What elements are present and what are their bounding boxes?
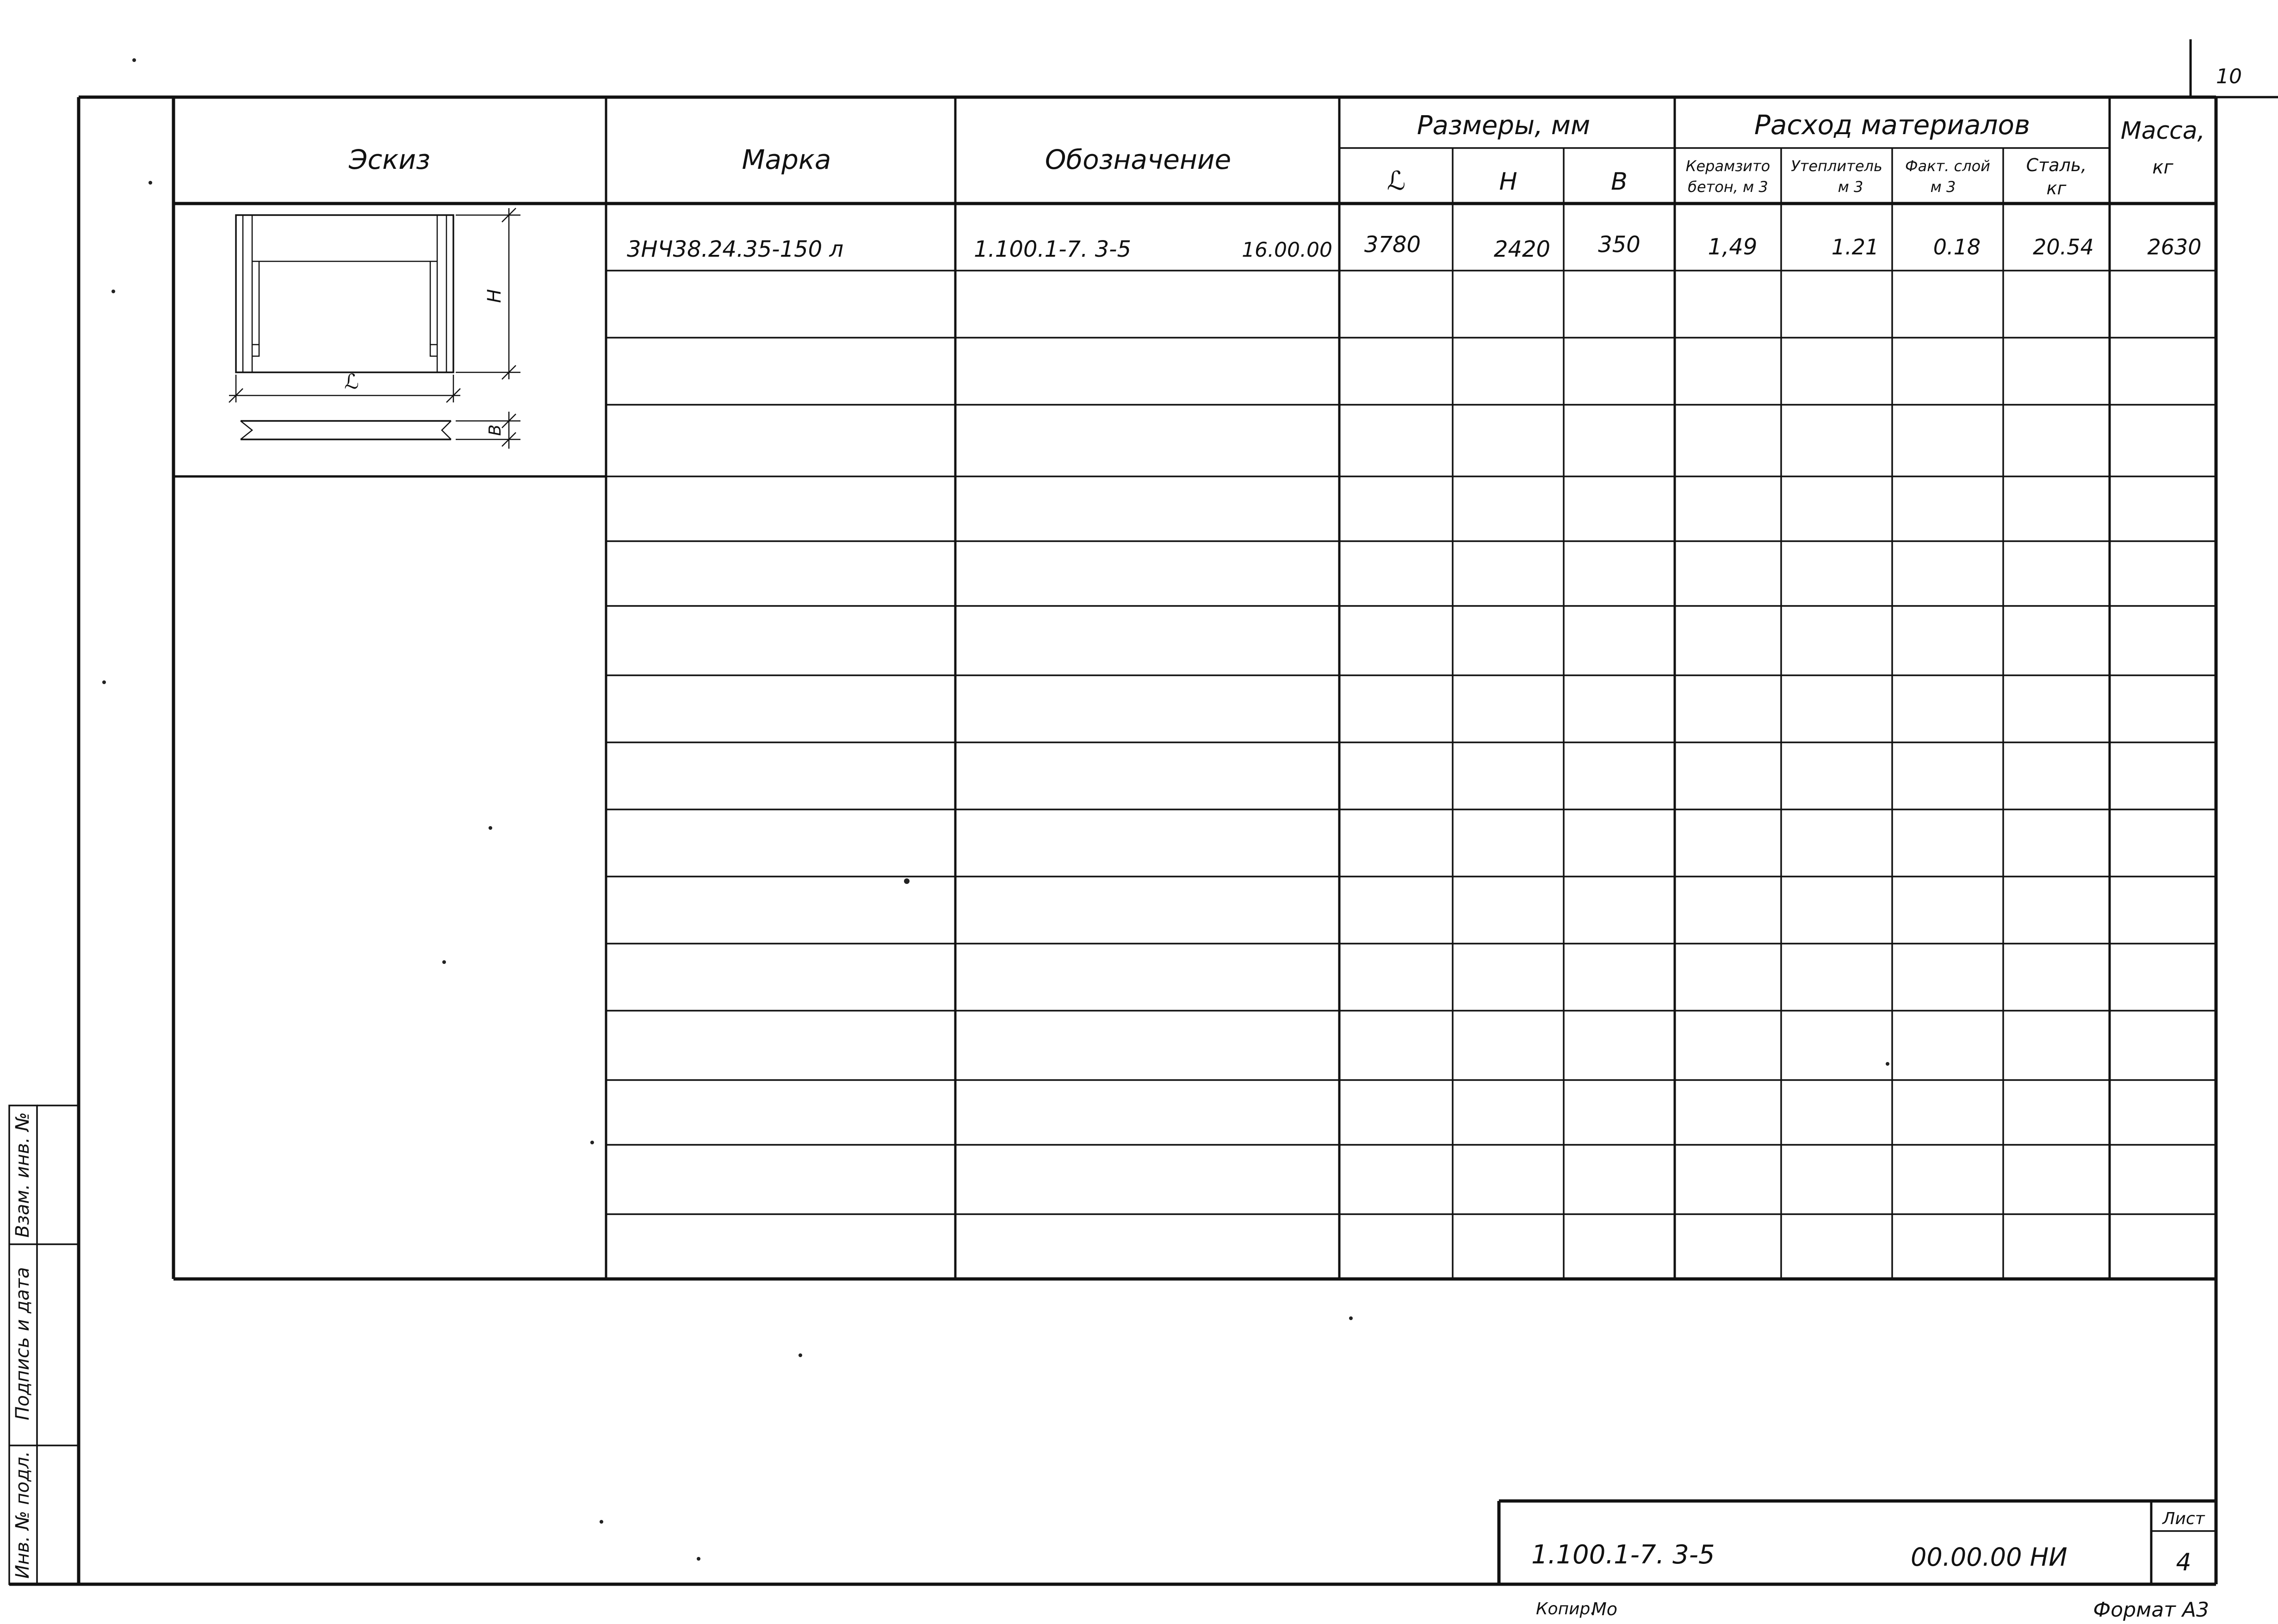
sketch-label-length: ℒ xyxy=(344,370,359,394)
header-materials: Расход материалов xyxy=(1754,109,2030,141)
header-mat-steel-1: Сталь, xyxy=(2026,155,2087,175)
header-mat-steel-2: кг xyxy=(2046,178,2067,198)
title-sheet-label: Лист xyxy=(2162,1509,2205,1528)
footer xyxy=(1536,1598,2209,1622)
title-doc-code: 00.00.00 НИ xyxy=(1911,1543,2068,1572)
footer-copied-signature: Мо xyxy=(1591,1599,1618,1619)
header-mass-2: кг xyxy=(2152,157,2173,178)
header-dim-b: В xyxy=(1611,168,1628,196)
table-grid xyxy=(173,97,2216,1584)
header-mat-facade-1: Факт. слой xyxy=(1905,157,1990,175)
stamp-inv-original: Инв. № подл. xyxy=(12,1451,33,1579)
cell-b: 350 xyxy=(1598,232,1640,258)
panel-elevation xyxy=(236,215,453,372)
header-mat-concrete-2: бетон, м 3 xyxy=(1688,178,1768,196)
header-mat-insulation-1: Утеплитель xyxy=(1791,157,1882,175)
length-dimension xyxy=(229,370,460,402)
header-mark: Марка xyxy=(742,144,831,175)
header-dim-l: ℒ xyxy=(1387,166,1406,196)
header-sketch: Эскиз xyxy=(349,144,430,175)
header-mat-facade-2: м 3 xyxy=(1930,178,1956,196)
title-doc-number: 1.100.1-7. 3-5 xyxy=(1531,1540,1715,1570)
stamp-sign-date: Подпись и дата xyxy=(12,1267,33,1420)
height-dimension xyxy=(456,208,520,379)
cell-mass: 2630 xyxy=(2147,235,2202,259)
footer-copied: Копир. xyxy=(1536,1599,1596,1618)
cell-facade: 0.18 xyxy=(1933,235,1981,259)
header-mass-1: Масса, xyxy=(2120,117,2205,145)
sketch-label-width: В xyxy=(486,424,505,436)
page-number-box xyxy=(2191,39,2278,97)
footer-format: Формат А3 xyxy=(2093,1598,2209,1622)
page-number: 10 xyxy=(2216,65,2242,88)
title-sheet-number: 4 xyxy=(2176,1549,2191,1576)
header-mat-concrete-1: Керамзито xyxy=(1685,157,1770,175)
cell-mark: 3НЧ38.24.35-150 л xyxy=(627,236,844,262)
title-block xyxy=(1499,1501,2216,1584)
row-lines xyxy=(606,271,2216,1214)
left-stamp xyxy=(9,1105,79,1584)
sketch-label-height: Н xyxy=(484,289,505,303)
outer-frame xyxy=(9,97,2216,1584)
panel-sketch xyxy=(229,208,520,449)
header-designation: Обозначение xyxy=(1045,144,1232,175)
table-header xyxy=(348,109,2205,198)
cell-l: 3780 xyxy=(1364,232,1421,258)
cell-steel: 20.54 xyxy=(2033,235,2094,259)
cell-concrete: 1,49 xyxy=(1708,234,1758,260)
cell-h: 2420 xyxy=(1493,236,1551,262)
table-row xyxy=(627,232,2202,262)
panel-plan xyxy=(241,412,520,449)
cell-insulation: 1.21 xyxy=(1831,235,1879,259)
cell-designation-code: 16.00.00 xyxy=(1242,238,1332,262)
header-mat-insulation-2: м 3 xyxy=(1838,178,1863,196)
header-dimensions: Размеры, мм xyxy=(1417,111,1591,141)
header-dim-h: Н xyxy=(1499,168,1517,196)
cell-designation: 1.100.1-7. 3-5 xyxy=(974,236,1131,262)
stamp-replaces-inv: Взам. инв. № xyxy=(12,1112,33,1238)
